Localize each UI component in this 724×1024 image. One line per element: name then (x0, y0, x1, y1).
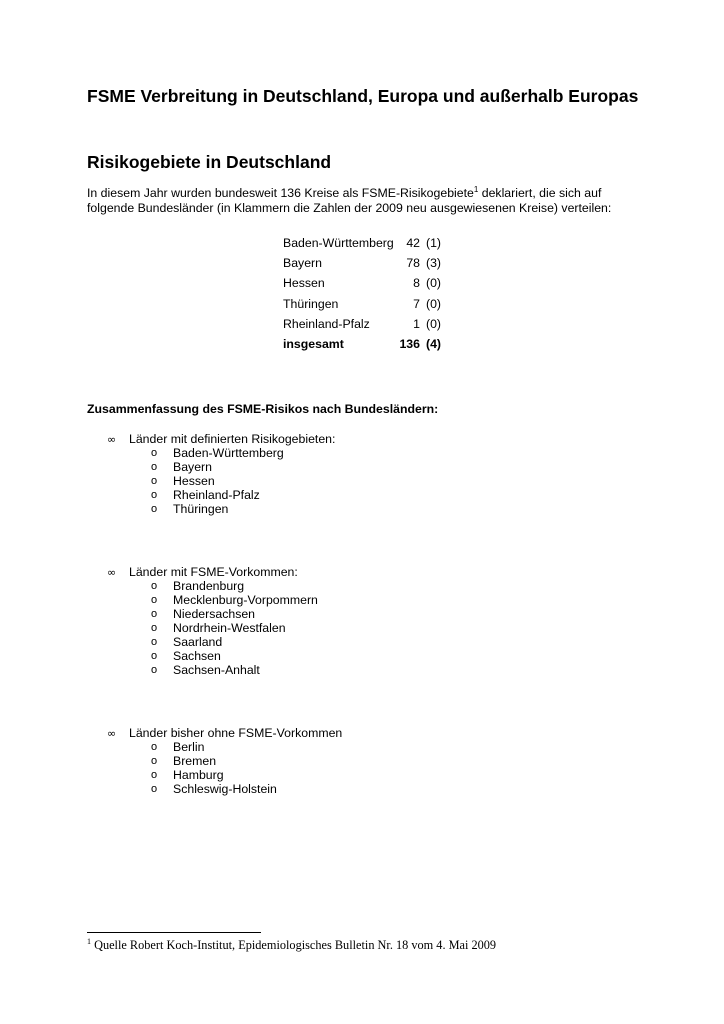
circle-bullet-icon: o (151, 594, 158, 606)
table-row (281, 273, 456, 293)
infinity-bullet-icon: ∞ (107, 566, 117, 579)
footnote-reference[interactable]: 1 (473, 185, 479, 194)
circle-bullet-icon: o (151, 475, 158, 487)
footnote (87, 938, 496, 953)
list-item-label: Rheinland-Pfalz (173, 488, 260, 502)
circle-bullet-icon: o (151, 461, 158, 473)
list-item-label: Baden-Württemberg (173, 446, 284, 460)
summary-heading: Zusammenfassung des FSME-Risikos nach Bundesländern: (87, 402, 439, 416)
group-label: Länder bisher ohne FSME-Vorkommen (129, 726, 343, 740)
circle-bullet-icon: o (151, 489, 158, 501)
intro-line-2: folgende Bundesländer (in Klammern die Zahlen der 2009 neu ausgewiesenen Kreise) verteilen: (87, 201, 612, 215)
list-item-label: Saarland (173, 635, 223, 649)
intro-paragraph (87, 186, 611, 216)
list-item-label: Mecklenburg-Vorpommern (173, 593, 318, 607)
state-cell: Baden-Württemberg (283, 236, 394, 251)
new-districts-cell: (0) (426, 316, 442, 331)
list-item-label: Thüringen (173, 502, 229, 516)
circle-bullet-icon: o (151, 580, 158, 592)
circle-bullet-icon: o (151, 755, 158, 767)
circle-bullet-icon: o (151, 636, 158, 648)
circle-bullet-icon: o (151, 664, 158, 676)
circle-bullet-icon: o (151, 622, 158, 634)
list-item-label: Niedersachsen (173, 607, 256, 621)
risk-districts-table (281, 233, 456, 354)
circle-bullet-icon: o (151, 741, 158, 753)
infinity-bullet-icon: ∞ (107, 433, 117, 446)
circle-bullet-icon: o (151, 503, 158, 515)
districts-count-cell: 42 (406, 236, 420, 251)
document-title: FSME Verbreitung in Deutschland, Europa und außerhalb Europas (87, 86, 639, 106)
circle-bullet-icon: o (151, 447, 158, 459)
list-item-label: Bremen (173, 754, 217, 768)
districts-count-cell: 7 (413, 296, 420, 311)
total-label-cell: insgesamt (283, 337, 344, 352)
table-row (281, 233, 456, 253)
list-item-label: Bayern (173, 460, 212, 474)
new-districts-cell: (0) (426, 296, 442, 311)
new-districts-cell: (0) (426, 276, 442, 291)
circle-bullet-icon: o (151, 783, 158, 795)
table-row (281, 253, 456, 273)
table-row (281, 294, 456, 314)
footnote-mark: 1 (87, 937, 91, 946)
state-cell: Rheinland-Pfalz (283, 316, 370, 331)
table-row (281, 314, 456, 334)
state-cell: Hessen (283, 276, 325, 291)
state-cell: Bayern (283, 256, 322, 271)
intro-text-b: deklariert, die sich auf (478, 186, 602, 200)
intro-text-a: In diesem Jahr wurden bundesweit 136 Kreise als FSME-Risikogebiete (87, 186, 474, 200)
circle-bullet-icon: o (151, 769, 158, 781)
new-districts-cell: (1) (426, 236, 442, 251)
list-item-label: Berlin (173, 740, 205, 754)
footnote-text: Quelle Robert Koch-Institut, Epidemiologisches Bulletin Nr. 18 vom 4. Mai 2009 (91, 938, 497, 952)
list-item-label: Sachsen (173, 649, 221, 663)
total-count-cell: 136 (399, 337, 420, 352)
list-item-label: Hamburg (173, 768, 224, 782)
districts-count-cell: 8 (413, 276, 420, 291)
section-title: Risikogebiete in Deutschland (87, 152, 332, 172)
total-new-cell: (4) (426, 337, 442, 352)
group-label: Länder mit FSME-Vorkommen: (129, 565, 298, 579)
list-item-label: Nordrhein-Westfalen (173, 621, 286, 635)
footnote-separator (87, 932, 261, 933)
infinity-bullet-icon: ∞ (107, 727, 117, 740)
new-districts-cell: (3) (426, 256, 442, 271)
circle-bullet-icon: o (151, 650, 158, 662)
districts-count-cell: 1 (413, 316, 420, 331)
intro-line-1 (87, 186, 611, 201)
group-label: Länder mit definierten Risikogebieten: (129, 432, 336, 446)
list-item-label: Sachsen-Anhalt (173, 663, 260, 677)
circle-bullet-icon: o (151, 608, 158, 620)
districts-count-cell: 78 (406, 256, 420, 271)
list-item-label: Hessen (173, 474, 215, 488)
list-item-label: Brandenburg (173, 579, 245, 593)
state-cell: Thüringen (283, 296, 339, 311)
table-total-row (281, 334, 456, 354)
list-item-label: Schleswig-Holstein (173, 782, 277, 796)
